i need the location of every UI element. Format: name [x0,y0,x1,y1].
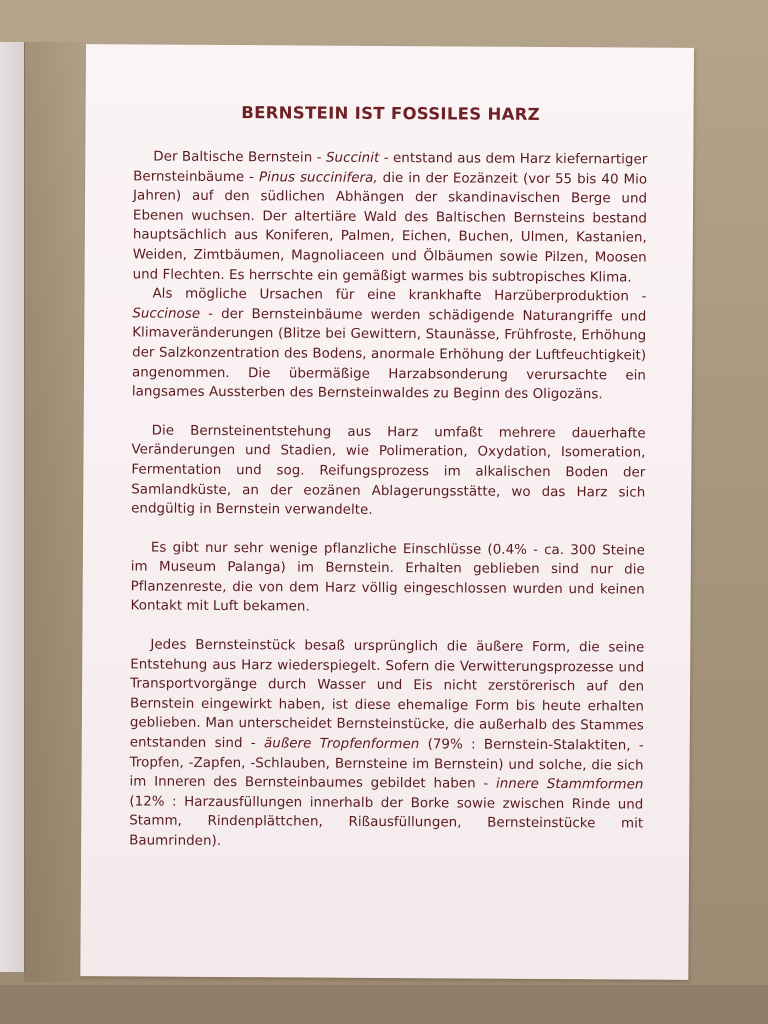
term-succinose: Succinose [132,306,201,322]
sheet-title: BERNSTEIN IST FOSSILES HARZ [241,103,541,124]
term-pinus-succinifera: Pinus succinifera, [259,169,378,186]
paragraph-formation: Die Bernsteinentstehung aus Harz umfaßt mehrere dauerhafte Veränderungen und Stadien, wie Polimeration, Oxydation, Isomeration, Fermentation und sog. Reifungsprozess im alkalischen Boden der Samlandküste, an der eozänen Ablagerungsstätte, wo das Harz sich endgültig in Bernstein verwandelte. [131,423,646,518]
info-sheet [80,44,694,980]
term-aeussere-tropfenformen: äußere Tropfenformen [263,736,420,753]
paragraph-succinose: Als mögliche Ursachen für eine krankhafte Harzüberproduktion - Succinose - der Bernsteinbäume werden schädigende Naturangriffe und Klimaveränderungen (Blitze bei Gewittern, Staunässe, Frühfroste, Erhöhung der Salzkonzentration des Bodens, anormale Erhöhung der Luftfeuchtigkeit) angenommen. Die übermäßige Harzabsonderung verursachte ein langsames Aussterben des Bernsteinwaldes zu Beginn des Oligozäns. [131,286,647,403]
term-succinit: Succinit [325,150,380,166]
paragraph-inclusions: Es gibt nur sehr wenige pflanzliche Einschlüsse (0.4% - ca. 300 Steine im Museum Palanga) im Bernstein. Erhalten geblieben sind nur die Pflanzenreste, die von dem Harz völlig eingeschlossen wurden und keinen Kontakt mit Luft bekamen. [130,540,645,615]
term-innere-stammformen: innere Stammformen [495,776,644,793]
display-frame-bottom [0,985,768,1024]
adjacent-display-panel [0,42,25,972]
paragraph-origin: Der Baltische Bernstein - Succinit - entstand aus dem Harz kiefernartiger Bernsteinbäume - Pinus succinifera, die in der Eozänzeit (vor 55 bis 40 Mio Jahren) auf den südlichen Abhängen der skandinavischen Berge und Ebenen wuchsen. Der altertiäre Wald des Baltischen Bernsteins bestand hauptsächlich aus Koniferen, Palmen, Eichen, Buchen, Ulmen, Kastanien, Weiden, Zimtbäumen, Magnoliaceen und Ölbäumen sowie Pilzen, Moosen und Flechten. Es herrschte ein gemäßigt warmes bis subtropisches Klima. [132,149,648,286]
paragraph-forms: Jedes Bernsteinstück besaß ursprünglich die äußere Form, die seine Entstehung aus Harz wiederspiegelt. Sofern die Verwitterungsprozesse und Transportvorgänge durch Wasser und Eis nicht zerstörerisch auf den Bernstein eingewirkt haben, ist diese ehemalige Form bis heute erhalten geblieben. Man unterscheidet Bernsteinstücke, die außerhalb des Stammes entstanden sind - äußere Tropfenformen (79% : Bernstein-Stalaktiten, -Tropfen, -Zapfen, -Schlauben, Bernsteine im Bernstein) und solche, die sich im Inneren des Bernsteinbaumes gebildet haben - innere Stammformen (12% : Harzausfüllungen innerhalb der Borke sowie zwischen Rinde und Stamm, Rindenplättchen, Rißausfüllungen, Bernsteinstücke mit Baumrinden). [129,637,645,849]
